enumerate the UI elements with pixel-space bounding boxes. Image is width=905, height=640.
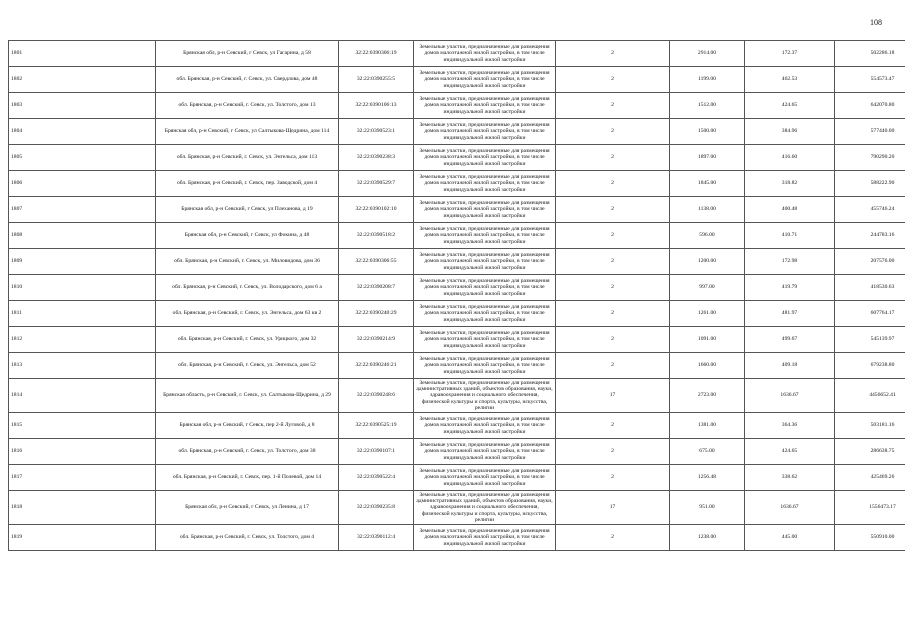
row-number-cell: 1808: [9, 223, 156, 249]
row-number-cell: 1807: [9, 197, 156, 223]
permitted-use-cell: Земельные участки, предназначенные для размещения домов малоэтажной жилой застройки, в том числе индивидуальной жилой застройки: [414, 171, 556, 197]
area-cell: 1512.00: [670, 93, 745, 119]
address-cell: обл. Брянская, р-н Севский, г. Севск, ул. Толстого, дом 13: [156, 93, 339, 119]
specific-value-cell: 424.65: [745, 93, 835, 119]
area-cell: 2723.00: [670, 379, 745, 413]
table-row: [9, 67, 905, 93]
specific-value-cell: 410.71: [745, 223, 835, 249]
address-cell: обл. Брянская, р-н Севский, г. Севск, ул. Свердлова, дом 48: [156, 67, 339, 93]
cadastral-value-cell: 418530.63: [835, 275, 905, 301]
row-number-cell: 1812: [9, 327, 156, 353]
permitted-use-cell: Земельные участки, предназначенные для размещения административных зданий, объектов образования, науки, здравоохранения и социального обеспечения, физической культуры и спорта, культуры, искусства, религии: [414, 491, 556, 525]
table-row: [9, 145, 905, 171]
row-number-cell: 1805: [9, 145, 156, 171]
use-group-cell: 2: [556, 413, 670, 439]
specific-value-cell: 172.98: [745, 249, 835, 275]
use-group-cell: 2: [556, 327, 670, 353]
cadastral-number-cell: 32:22:0390529:7: [339, 171, 414, 197]
table-row: [9, 223, 905, 249]
row-number-cell: 1819: [9, 525, 156, 551]
table-row: [9, 171, 905, 197]
table-row: [9, 353, 905, 379]
address-cell: Брянская обл, р-н Севский, г Севск, пер 2-й Луговой, д 8: [156, 413, 339, 439]
specific-value-cell: 409.18: [745, 353, 835, 379]
row-number-cell: 1816: [9, 439, 156, 465]
use-group-cell: 2: [556, 465, 670, 491]
permitted-use-cell: Земельные участки, предназначенные для размещения домов малоэтажной жилой застройки, в том числе индивидуальной жилой застройки: [414, 439, 556, 465]
area-cell: 596.00: [670, 223, 745, 249]
cadastral-number-cell: 32:22:0390518:2: [339, 223, 414, 249]
cadastral-value-cell: 588222.90: [835, 171, 905, 197]
area-cell: 1660.00: [670, 353, 745, 379]
use-group-cell: 2: [556, 353, 670, 379]
area-cell: 2914.00: [670, 41, 745, 67]
cadastral-number-cell: 32:22:0390306:55: [339, 249, 414, 275]
address-cell: обл. Брянская, р-н Севский, г. Севск, ул. Толстого, дом 38: [156, 439, 339, 465]
specific-value-cell: 338.62: [745, 465, 835, 491]
permitted-use-cell: Земельные участки, предназначенные для размещения домов малоэтажной жилой застройки, в том числе индивидуальной жилой застройки: [414, 301, 556, 327]
row-number-cell: 1815: [9, 413, 156, 439]
cadastral-number-cell: 32:22:0390102:10: [339, 197, 414, 223]
area-cell: 1138.00: [670, 197, 745, 223]
table-row: [9, 413, 905, 439]
row-number-cell: 1811: [9, 301, 156, 327]
permitted-use-cell: Земельные участки, предназначенные для размещения домов малоэтажной жилой застройки, в том числе индивидуальной жилой застройки: [414, 249, 556, 275]
address-cell: Брянская обл, р-н Севский, г Севск, ул Ленина, д 17: [156, 491, 339, 525]
address-cell: Брянская обл, р-н Севский, г Севск, ул Салтыкова-Щедрина, дом 114: [156, 119, 339, 145]
row-number-cell: 1806: [9, 171, 156, 197]
area-cell: 1897.00: [670, 145, 745, 171]
use-group-cell: 2: [556, 41, 670, 67]
row-number-cell: 1818: [9, 491, 156, 525]
cadastral-number-cell: 32:22:0390306:19: [339, 41, 414, 67]
cadastral-value-cell: 4456652.41: [835, 379, 905, 413]
cadastral-value-cell: 550910.00: [835, 525, 905, 551]
address-cell: обл. Брянская, р-н Севский, г. Севск, ул. Володарского, дом 6 а: [156, 275, 339, 301]
cadastral-number-cell: 32:22:0390246:21: [339, 353, 414, 379]
use-group-cell: 2: [556, 525, 670, 551]
area-cell: 997.00: [670, 275, 745, 301]
cadastral-number-cell: 32:22:0390522:4: [339, 465, 414, 491]
area-cell: 1199.00: [670, 67, 745, 93]
cadastral-value-cell: 790290.20: [835, 145, 905, 171]
table-row: [9, 327, 905, 353]
specific-value-cell: 462.53: [745, 67, 835, 93]
permitted-use-cell: Земельные участки, предназначенные для размещения домов малоэтажной жилой застройки, в том числе индивидуальной жилой застройки: [414, 465, 556, 491]
area-cell: 1845.00: [670, 171, 745, 197]
permitted-use-cell: Земельные участки, предназначенные для размещения административных зданий, объектов образования, науки, здравоохранения и социального обеспечения, физической культуры и спорта, культуры, искусства, религии: [414, 379, 556, 413]
cadastral-number-cell: 32:22:0390525:19: [339, 413, 414, 439]
table-row: [9, 275, 905, 301]
use-group-cell: 2: [556, 275, 670, 301]
row-number-cell: 1814: [9, 379, 156, 413]
address-cell: Брянская обл, р-н Севский, г Севск, ул Гагарина, д 58: [156, 41, 339, 67]
table-row: [9, 465, 905, 491]
address-cell: Брянская область, р-н Севский, г. Севск, ул. Салтыкова-Щедрина, д 29: [156, 379, 339, 413]
cadastral-number-cell: 32:22:0390235:8: [339, 491, 414, 525]
permitted-use-cell: Земельные участки, предназначенные для размещения домов малоэтажной жилой застройки, в том числе индивидуальной жилой застройки: [414, 353, 556, 379]
cadastral-number-cell: 32:22:0390208:7: [339, 275, 414, 301]
address-cell: обл. Брянская, р-н Севский, г. Севск, пер. 1-й Полевой, дом 14: [156, 465, 339, 491]
table-row: [9, 301, 905, 327]
address-cell: обл. Брянская, р-н Севский, г. Севск, пер. Заводской, дом 4: [156, 171, 339, 197]
row-number-cell: 1801: [9, 41, 156, 67]
cadastral-value-cell: 545139.97: [835, 327, 905, 353]
address-cell: обл. Брянская, р-н Севский, г. Севск, ул. Энгельса, дом 52: [156, 353, 339, 379]
cadastral-number-cell: 32:22:0390240:29: [339, 301, 414, 327]
specific-value-cell: 384.96: [745, 119, 835, 145]
cadastral-value-cell: 286638.75: [835, 439, 905, 465]
row-number-cell: 1813: [9, 353, 156, 379]
cadastral-number-cell: 32:22:0390107:1: [339, 439, 414, 465]
permitted-use-cell: Земельные участки, предназначенные для размещения домов малоэтажной жилой застройки, в том числе индивидуальной жилой застройки: [414, 525, 556, 551]
use-group-cell: 2: [556, 67, 670, 93]
specific-value-cell: 1636.67: [745, 379, 835, 413]
area-cell: 1200.00: [670, 249, 745, 275]
specific-value-cell: 416.60: [745, 145, 835, 171]
permitted-use-cell: Земельные участки, предназначенные для размещения домов малоэтажной жилой застройки, в том числе индивидуальной жилой застройки: [414, 223, 556, 249]
row-number-cell: 1804: [9, 119, 156, 145]
address-cell: обл. Брянская, р-н Севский, г. Севск, ул. Миловидова, дом 36: [156, 249, 339, 275]
land-registry-table: [8, 40, 905, 551]
address-cell: обл. Брянская, р-н Севский, г. Севск, ул. Энгельса, дом 63 кв 2: [156, 301, 339, 327]
cadastral-number-cell: 32:22:0390255:5: [339, 67, 414, 93]
cadastral-value-cell: 679238.80: [835, 353, 905, 379]
use-group-cell: 2: [556, 439, 670, 465]
table-row: [9, 491, 905, 525]
table-row: [9, 119, 905, 145]
area-cell: 1381.00: [670, 413, 745, 439]
row-number-cell: 1817: [9, 465, 156, 491]
use-group-cell: 2: [556, 223, 670, 249]
area-cell: 675.00: [670, 439, 745, 465]
permitted-use-cell: Земельные участки, предназначенные для размещения домов малоэтажной жилой застройки, в том числе индивидуальной жилой застройки: [414, 41, 556, 67]
cadastral-number-cell: 32:22:0390106:13: [339, 93, 414, 119]
table-row: [9, 439, 905, 465]
area-cell: 1256.48: [670, 465, 745, 491]
table-row: [9, 249, 905, 275]
specific-value-cell: 364.36: [745, 413, 835, 439]
address-cell: Брянская обл, р-н Севский, г Севск, ул Плеханова, д 19: [156, 197, 339, 223]
specific-value-cell: 1636.67: [745, 491, 835, 525]
specific-value-cell: 400.48: [745, 197, 835, 223]
area-cell: 1500.00: [670, 119, 745, 145]
use-group-cell: 2: [556, 171, 670, 197]
cadastral-number-cell: 32:22:0390238:3: [339, 145, 414, 171]
cadastral-number-cell: 32:22:0390112:4: [339, 525, 414, 551]
address-cell: обл. Брянская, р-н Севский, г. Севск, ул. Толстого, дом 4: [156, 525, 339, 551]
cadastral-value-cell: 244783.16: [835, 223, 905, 249]
table-row: [9, 379, 905, 413]
cadastral-number-cell: 32:22:0390214:9: [339, 327, 414, 353]
area-cell: 1238.00: [670, 525, 745, 551]
specific-value-cell: 419.79: [745, 275, 835, 301]
registry-body: [9, 41, 905, 551]
use-group-cell: 2: [556, 249, 670, 275]
table-row: [9, 93, 905, 119]
cadastral-value-cell: 207576.00: [835, 249, 905, 275]
cadastral-number-cell: 32:22:0390523:1: [339, 119, 414, 145]
cadastral-value-cell: 642070.80: [835, 93, 905, 119]
cadastral-number-cell: 32:22:0390248:6: [339, 379, 414, 413]
row-number-cell: 1802: [9, 67, 156, 93]
address-cell: обл. Брянская, р-н Севский, г. Севск, ул. Энгельса, дом 113: [156, 145, 339, 171]
table-row: [9, 197, 905, 223]
use-group-cell: 2: [556, 93, 670, 119]
specific-value-cell: 499.67: [745, 327, 835, 353]
area-cell: 951.00: [670, 491, 745, 525]
cadastral-value-cell: 425469.26: [835, 465, 905, 491]
permitted-use-cell: Земельные участки, предназначенные для размещения домов малоэтажной жилой застройки, в том числе индивидуальной жилой застройки: [414, 197, 556, 223]
specific-value-cell: 172.37: [745, 41, 835, 67]
specific-value-cell: 424.65: [745, 439, 835, 465]
cadastral-value-cell: 554573.47: [835, 67, 905, 93]
address-cell: Брянская обл, р-н Севский, г Севск, ул Фокина, д 48: [156, 223, 339, 249]
cadastral-value-cell: 577440.00: [835, 119, 905, 145]
cadastral-value-cell: 1556473.17: [835, 491, 905, 525]
use-group-cell: 2: [556, 145, 670, 171]
table-row: [9, 525, 905, 551]
specific-value-cell: 318.82: [745, 171, 835, 197]
page-number: 108: [870, 18, 882, 27]
permitted-use-cell: Земельные участки, предназначенные для размещения домов малоэтажной жилой застройки, в том числе индивидуальной жилой застройки: [414, 93, 556, 119]
row-number-cell: 1809: [9, 249, 156, 275]
permitted-use-cell: Земельные участки, предназначенные для размещения домов малоэтажной жилой застройки, в том числе индивидуальной жилой застройки: [414, 327, 556, 353]
use-group-cell: 2: [556, 197, 670, 223]
row-number-cell: 1810: [9, 275, 156, 301]
specific-value-cell: 445.00: [745, 525, 835, 551]
address-cell: обл. Брянская, р-н Севский, г. Севск, ул. Урицкого, дом 32: [156, 327, 339, 353]
use-group-cell: 2: [556, 119, 670, 145]
permitted-use-cell: Земельные участки, предназначенные для размещения домов малоэтажной жилой застройки, в том числе индивидуальной жилой застройки: [414, 275, 556, 301]
use-group-cell: 2: [556, 301, 670, 327]
use-group-cell: 17: [556, 491, 670, 525]
area-cell: 1261.00: [670, 301, 745, 327]
table-row: [9, 41, 905, 67]
specific-value-cell: 481.97: [745, 301, 835, 327]
area-cell: 1091.00: [670, 327, 745, 353]
cadastral-value-cell: 503181.16: [835, 413, 905, 439]
permitted-use-cell: Земельные участки, предназначенные для размещения домов малоэтажной жилой застройки, в том числе индивидуальной жилой застройки: [414, 413, 556, 439]
permitted-use-cell: Земельные участки, предназначенные для размещения домов малоэтажной жилой застройки, в том числе индивидуальной жилой застройки: [414, 119, 556, 145]
use-group-cell: 17: [556, 379, 670, 413]
permitted-use-cell: Земельные участки, предназначенные для размещения домов малоэтажной жилой застройки, в том числе индивидуальной жилой застройки: [414, 67, 556, 93]
cadastral-value-cell: 455746.24: [835, 197, 905, 223]
row-number-cell: 1803: [9, 93, 156, 119]
cadastral-value-cell: 502286.18: [835, 41, 905, 67]
cadastral-value-cell: 607764.17: [835, 301, 905, 327]
permitted-use-cell: Земельные участки, предназначенные для размещения домов малоэтажной жилой застройки, в том числе индивидуальной жилой застройки: [414, 145, 556, 171]
